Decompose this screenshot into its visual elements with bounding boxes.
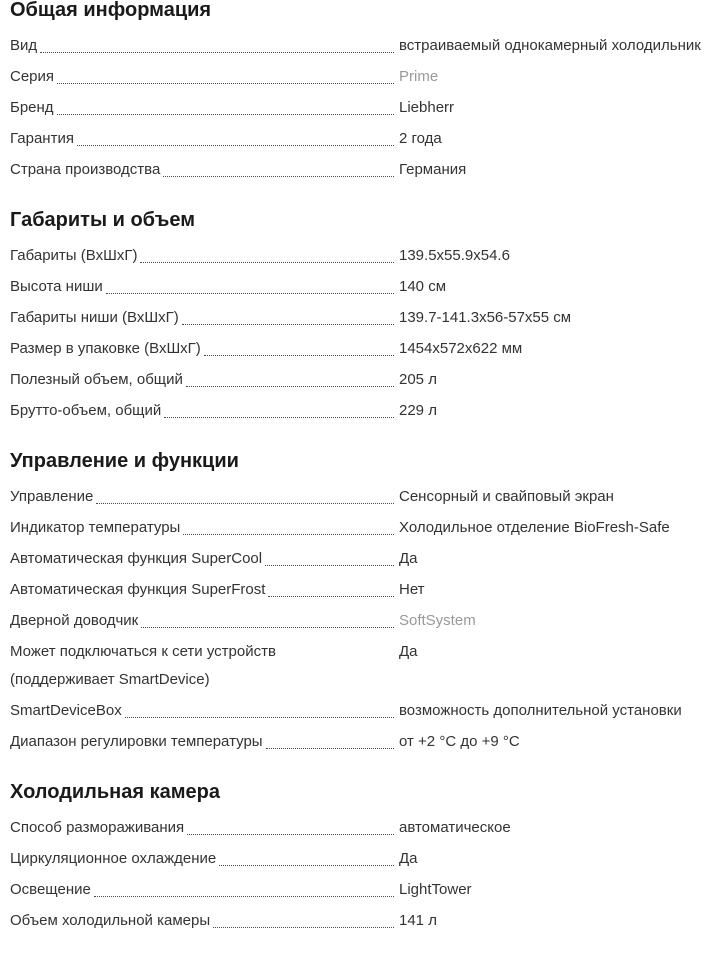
spec-value: Да <box>399 850 418 867</box>
spec-label: Объем холодильной камеры <box>10 912 211 929</box>
spec-label: Автоматическая функция SuperFrost <box>10 581 266 598</box>
dotted-leader <box>106 276 394 294</box>
spec-row <box>10 636 711 695</box>
spec-label-cell <box>10 128 399 149</box>
spec-value: Да <box>399 643 418 660</box>
section-rows <box>10 481 711 757</box>
spec-label: Автоматическая функция SuperCool <box>10 550 263 567</box>
section-title: Холодильная камера <box>10 781 220 803</box>
spec-label-cell <box>10 66 399 87</box>
spec-value: возможность дополнительной установки <box>399 702 682 719</box>
spec-label-cell <box>10 517 399 538</box>
spec-label: Дверной доводчик <box>10 612 139 629</box>
spec-label: Управление <box>10 488 94 505</box>
dotted-leader <box>57 97 394 115</box>
section-rows <box>10 812 711 936</box>
spec-value: от +2 °C до +9 °C <box>399 733 520 750</box>
spec-row <box>10 874 711 905</box>
spec-row <box>10 333 711 364</box>
dotted-leader <box>96 486 394 504</box>
dotted-leader <box>213 910 394 928</box>
spec-value: 141 л <box>399 912 437 929</box>
spec-value-link[interactable]: SoftSystem <box>399 612 476 629</box>
spec-row <box>10 905 711 936</box>
spec-label-cell <box>10 369 399 390</box>
spec-label-cell <box>10 731 399 752</box>
spec-section <box>10 0 711 185</box>
dotted-leader <box>204 338 394 356</box>
section-title: Общая информация <box>10 0 212 21</box>
dotted-leader <box>125 700 394 718</box>
spec-section <box>10 207 711 426</box>
spec-label: Способ размораживания <box>10 819 185 836</box>
dotted-leader <box>266 731 394 749</box>
spec-value: 2 года <box>399 130 442 147</box>
spec-value: LightTower <box>399 881 472 898</box>
spec-label-cell <box>10 97 399 118</box>
spec-value: 140 см <box>399 278 447 295</box>
spec-label-cell <box>10 245 399 266</box>
spec-value: 229 л <box>399 402 437 419</box>
section-rows <box>10 30 711 185</box>
dotted-leader <box>186 369 394 387</box>
spec-label: Размер в упаковке (ВхШхГ) <box>10 340 201 357</box>
spec-row <box>10 395 711 426</box>
spec-row <box>10 61 711 92</box>
dotted-leader <box>182 307 394 325</box>
spec-row <box>10 843 711 874</box>
spec-row <box>10 30 711 61</box>
dotted-leader <box>219 848 394 866</box>
spec-label: Серия <box>10 68 55 85</box>
spec-value: встраиваемый однокамерный холодильник <box>399 37 701 54</box>
spec-value: 139.7-141.3x56-57x55 см <box>399 309 572 326</box>
spec-row <box>10 512 711 543</box>
spec-label: Брутто-объем, общий <box>10 402 162 419</box>
spec-row <box>10 695 711 726</box>
spec-label: Освещение <box>10 881 91 898</box>
dotted-leader <box>265 548 394 566</box>
spec-label-cell <box>10 848 399 869</box>
dotted-leader <box>163 159 394 177</box>
spec-label: Гарантия <box>10 130 74 147</box>
spec-value: 139.5x55.9x54.6 <box>399 247 510 264</box>
dotted-leader <box>40 35 394 53</box>
spec-value: Германия <box>399 161 467 178</box>
spec-label-cell <box>10 35 399 56</box>
spec-label: Габариты ниши (ВхШхГ) <box>10 309 179 326</box>
spec-label-cell <box>10 486 399 507</box>
spec-label-line2: (поддерживает SmartDevice) <box>10 671 210 688</box>
spec-label-cell <box>10 159 399 180</box>
spec-value-link[interactable]: Prime <box>399 68 439 85</box>
spec-label: Бренд <box>10 99 54 116</box>
spec-label: Полезный объем, общий <box>10 371 183 388</box>
spec-value: Сенсорный и свайповый экран <box>399 488 614 505</box>
dotted-leader <box>141 610 394 628</box>
spec-label-cell <box>10 400 399 421</box>
spec-label: Циркуляционное охлаждение <box>10 850 217 867</box>
spec-row <box>10 726 711 757</box>
spec-label-cell <box>10 276 399 297</box>
dotted-leader <box>268 579 394 597</box>
spec-label-cell <box>10 548 399 569</box>
spec-value: 205 л <box>399 371 437 388</box>
spec-label-cell <box>10 700 399 721</box>
spec-row <box>10 481 711 512</box>
spec-label-cell <box>10 610 399 631</box>
spec-row <box>10 302 711 333</box>
spec-value: 1454x572x622 мм <box>399 340 523 357</box>
spec-label: Высота ниши <box>10 278 103 295</box>
spec-label-cell <box>10 817 399 838</box>
spec-label-cell <box>10 307 399 328</box>
spec-row <box>10 240 711 271</box>
spec-row <box>10 605 711 636</box>
spec-row <box>10 92 711 123</box>
spec-row <box>10 812 711 843</box>
dotted-leader <box>77 128 394 146</box>
section-rows <box>10 240 711 426</box>
spec-value: автоматическое <box>399 819 511 836</box>
spec-label-cell <box>10 910 399 931</box>
spec-value: Нет <box>399 581 425 598</box>
dotted-leader <box>140 245 394 263</box>
spec-label: Диапазон регулировки температуры <box>10 733 263 750</box>
spec-row <box>10 154 711 185</box>
spec-label: Страна производства <box>10 161 161 178</box>
dotted-leader <box>279 641 394 658</box>
spec-value: Да <box>399 550 418 567</box>
spec-label-cell <box>10 579 399 600</box>
dotted-leader <box>164 400 394 418</box>
spec-label-cell <box>10 641 399 690</box>
spec-row <box>10 364 711 395</box>
spec-value: Liebherr <box>399 99 455 116</box>
spec-label: SmartDeviceBox <box>10 702 122 719</box>
spec-label: Индикатор температуры <box>10 519 181 536</box>
spec-label: Может подключаться к сети устройств (поддерживает SmartDevice) <box>10 643 276 688</box>
spec-section <box>10 779 711 936</box>
spec-label-cell <box>10 338 399 359</box>
spec-row <box>10 271 711 302</box>
dotted-leader <box>57 66 394 84</box>
spec-row <box>10 574 711 605</box>
dotted-leader <box>183 517 394 535</box>
spec-row <box>10 543 711 574</box>
spec-section <box>10 448 711 757</box>
spec-label: Габариты (ВхШхГ) <box>10 247 138 264</box>
spec-label: Вид <box>10 37 38 54</box>
section-title: Габариты и объем <box>10 209 196 231</box>
spec-row <box>10 123 711 154</box>
section-title: Управление и функции <box>10 450 239 472</box>
spec-value: Холодильное отделение BioFresh-Safe <box>399 519 670 536</box>
dotted-leader <box>94 879 394 897</box>
spec-label-cell <box>10 879 399 900</box>
dotted-leader <box>187 817 394 835</box>
